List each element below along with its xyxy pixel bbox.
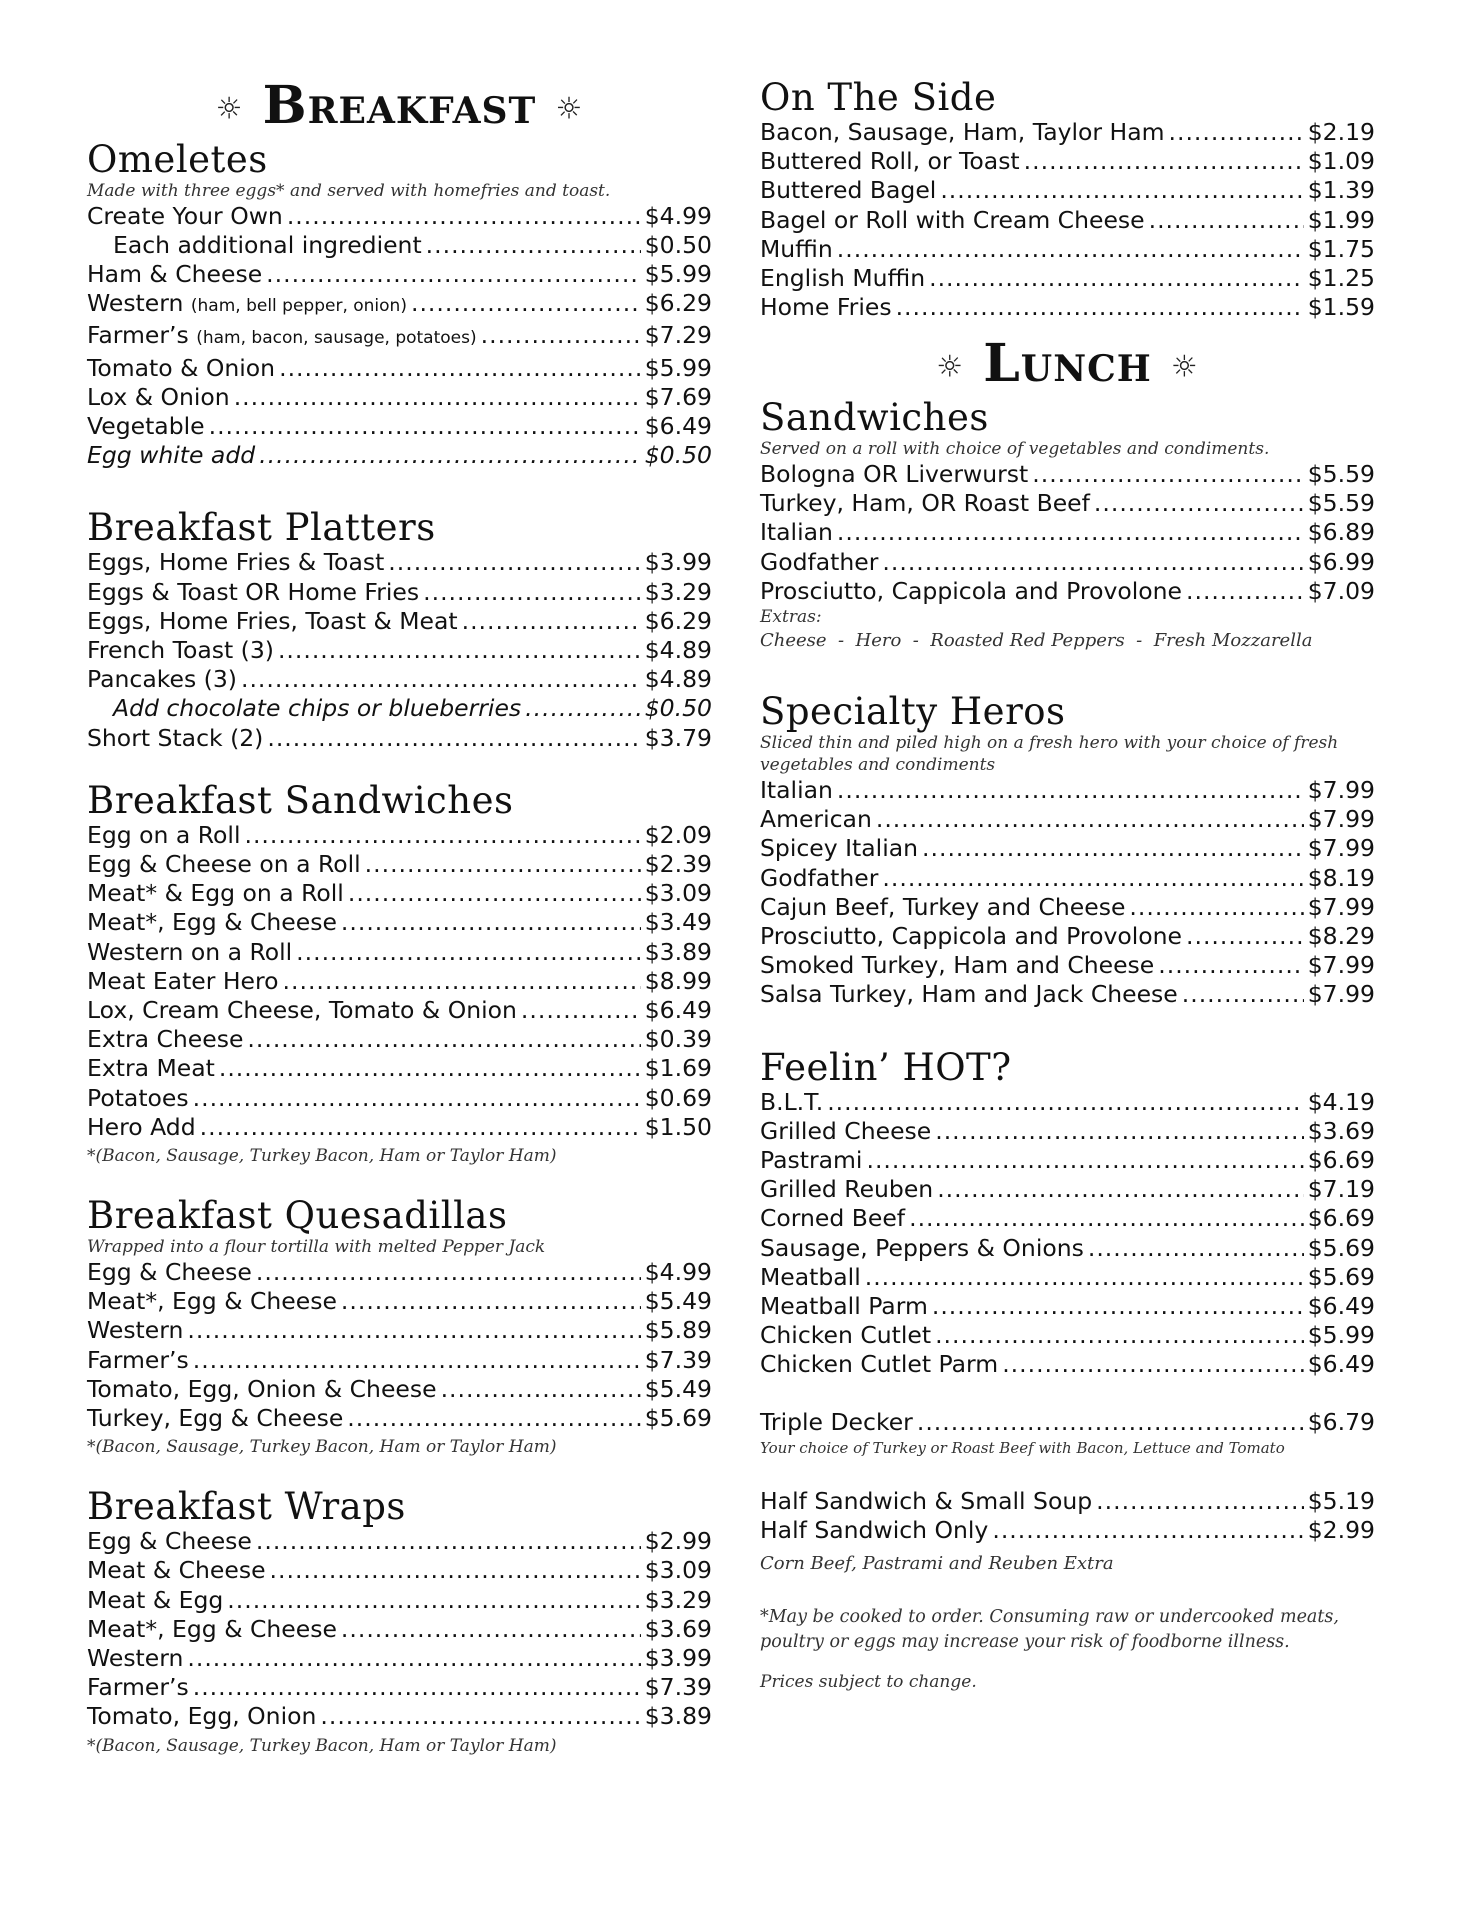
item-price: $1.59 [1307,293,1375,322]
item-price: $6.49 [1307,1291,1375,1320]
section-title: Breakfast Wraps [87,1485,406,1529]
item-price: $7.69 [644,382,712,411]
menu-item [760,147,1375,176]
menu-item [87,1025,712,1054]
side-section [760,78,1375,322]
item-price: $3.69 [1307,1116,1375,1145]
section-title: Specialty Heros [760,689,1066,733]
item-price: $7.29 [644,321,712,350]
item-name: Meat*, Egg & Cheese [87,908,337,937]
item-name: Grilled Cheese [760,1116,932,1145]
item-price: $3.29 [644,577,712,606]
item-price: $6.69 [1307,1145,1375,1174]
item-price: $5.99 [644,353,712,382]
item-name: Salsa Turkey, Ham and Jack Cheese [760,980,1178,1009]
menu-item [87,694,712,723]
triple-decker-section [760,1408,1375,1459]
item-name: Western [87,1644,184,1673]
menu-item [760,235,1375,264]
lunch-heading-text: Lunch [983,333,1152,395]
item-price: $2.99 [644,1527,712,1556]
menu-item [87,1287,712,1316]
half-sandwich-section [760,1487,1375,1577]
item-name: Meat*, Egg & Cheese [87,1287,337,1316]
item-price: $1.50 [644,1112,712,1141]
menu-item [760,1321,1375,1350]
item-name: Eggs & Toast OR Home Fries [87,577,420,606]
section-title: Breakfast Quesadillas [87,1193,508,1237]
item-price: $8.99 [644,966,712,995]
item-name: Half Sandwich Only [760,1516,989,1544]
menu-item [760,1292,1375,1321]
menu-item [760,805,1375,834]
section-title: Feelin’ HOT? [760,1045,1012,1089]
item-price: $6.29 [644,289,712,318]
item-name: B.L.T. [760,1087,824,1116]
item-price: $7.19 [1307,1175,1375,1204]
item-name: Grilled Reuben [760,1175,934,1204]
item-name: Chicken Cutlet [760,1321,932,1350]
item-name: Home Fries [760,293,892,322]
item-name: Western on a Roll [87,937,293,966]
menu-item [760,206,1375,235]
menu-item [760,834,1375,863]
item-name: Egg white add [87,441,256,470]
menu-item [87,1702,712,1731]
menu-item [760,293,1375,322]
item-name: Meat* & Egg on a Roll [87,879,344,908]
extras-label: Extras: [760,606,822,627]
item-price: $8.29 [1307,921,1375,950]
menu-item [87,354,712,383]
item-price: $0.50 [644,230,712,259]
item-price: $4.89 [644,665,712,694]
flourish-right-icon: ☼ [1170,349,1199,385]
item-name: Potatoes [87,1083,189,1112]
flourish-right-icon: ☼ [555,91,584,127]
item-name: Create Your Own [87,201,283,230]
menu-item [87,441,712,470]
item-name: Pastrami [760,1145,863,1174]
menu-item [760,1117,1375,1146]
item-price: $7.99 [1307,834,1375,863]
item-price: $7.99 [1307,951,1375,980]
item-name: Farmer’s [87,321,189,350]
item-price: $5.99 [644,259,712,288]
item-name: Western [87,289,184,318]
item-price: $3.69 [644,1614,712,1643]
item-name: Spicey Italian [760,834,919,863]
section-note: Corn Beef, Pastrami and Reuben Extra [760,1553,1114,1575]
heros-section [760,689,1375,1010]
item-name: Extra Cheese [87,1025,244,1054]
item-price: $5.89 [644,1316,712,1345]
item-name: Lox & Onion [87,382,230,411]
menu-item [760,264,1375,293]
item-price: $7.39 [644,1345,712,1374]
item-price: $3.29 [644,1585,712,1614]
item-name: Bacon, Sausage, Ham, Taylor Ham [760,118,1165,146]
item-name: Add chocolate chips or blueberries [113,694,522,723]
menu-item [760,489,1375,518]
item-price: $5.19 [1307,1486,1375,1515]
menu-item [760,1234,1375,1263]
item-name: Smoked Turkey, Ham and Cheese [760,951,1155,980]
menu-item [760,1350,1375,1379]
section-title: Sandwiches [760,395,989,439]
item-price: $6.49 [644,411,712,440]
item-price: $6.29 [644,606,712,635]
item-name: Meat & Cheese [87,1556,266,1585]
section-title: Breakfast Platters [87,506,436,550]
menu-item [760,1175,1375,1204]
menu-item [87,821,712,850]
item-price: $3.99 [644,1644,712,1673]
menu-item [87,321,712,353]
item-name: Buttered Roll, or Toast [760,147,1020,176]
item-price: $2.99 [1307,1516,1375,1544]
menu-item [760,1146,1375,1175]
menu-item [760,864,1375,893]
item-price: $5.59 [1307,459,1375,488]
menu-item [87,548,712,577]
item-name: Half Sandwich & Small Soup [760,1486,1093,1515]
item-price: $5.49 [644,1287,712,1316]
menu-item [760,1088,1375,1117]
menu-item [87,1404,712,1433]
item-price: $7.99 [1307,805,1375,834]
item-price: $5.99 [1307,1321,1375,1350]
menu-item [87,1084,712,1113]
menu-item [87,607,712,636]
menu-item [87,1316,712,1345]
menu-item [760,518,1375,547]
wraps-section [87,1487,712,1757]
menu-item [760,1487,1375,1516]
lunch-heading [760,333,1375,396]
menu-item [87,289,712,321]
menu-item [87,665,712,694]
breakfast-heading [87,75,712,138]
item-price: $1.75 [1307,234,1375,263]
item-name: Meatball [760,1262,861,1291]
item-price: $7.99 [1307,775,1375,804]
item-price: $5.69 [1307,1262,1375,1291]
item-subtext: (ham, bell pepper, onion) [190,296,407,317]
menu-item [87,202,712,231]
item-price: $5.49 [644,1374,712,1403]
item-name: Meat Eater Hero [87,966,279,995]
item-name: Tomato, Egg, Onion [87,1702,317,1731]
menu-item [87,1527,712,1556]
menu-item [87,908,712,937]
item-price: $7.99 [1307,892,1375,921]
item-price: $4.89 [644,635,712,664]
item-name: Bologna OR Liverwurst [760,459,1029,488]
item-price: $3.09 [644,1556,712,1585]
food-safety-disclaimer: *May be cooked to order. Consuming raw or undercooked meats, poultry or eggs may increase your risk of foodborne illness. [760,1607,1339,1653]
menu-item [760,548,1375,577]
menu-item [87,1054,712,1083]
item-description: Your choice of Turkey or Roast Beef with Bacon, Lettuce and Tomato [760,1438,1285,1457]
menu-item [87,578,712,607]
item-name: Meatball Parm [760,1291,928,1320]
item-price: $8.19 [1307,863,1375,892]
menu-item [760,951,1375,980]
menu-item [87,1586,712,1615]
item-price: $6.49 [1307,1350,1375,1379]
item-name: Lox, Cream Cheese, Tomato & Onion [87,995,517,1024]
item-name: Tomato, Egg, Onion & Cheese [87,1374,437,1403]
item-name: Eggs, Home Fries & Toast [87,548,385,577]
item-price: $7.39 [644,1673,712,1702]
item-name: Hero Add [87,1112,196,1141]
item-price: $0.69 [644,1083,712,1112]
menu-item [87,636,712,665]
item-name: Chicken Cutlet Parm [760,1350,999,1379]
item-price: $1.39 [1307,176,1375,205]
omeletes-section [87,137,712,471]
item-name: Egg & Cheese [87,1527,252,1556]
item-price: $2.19 [1307,118,1375,146]
item-name: Ham & Cheese [87,259,263,288]
menu-item [87,1375,712,1404]
breakfast-sandwiches-section [87,778,712,1168]
item-name: Vegetable [87,411,205,440]
menu-item [760,1263,1375,1292]
section-title: Breakfast Sandwiches [87,778,514,822]
item-price: $6.49 [644,995,712,1024]
section-description: Made with three eggs* and served with homefries and toast. [87,180,611,201]
item-name: Extra Meat [87,1054,215,1083]
menu-item [760,460,1375,489]
item-price: $5.69 [644,1404,712,1432]
item-name: Prosciutto, Cappicola and Provolone [760,921,1182,950]
item-price: $2.09 [644,820,712,849]
flourish-left-icon: ☼ [215,91,244,127]
section-title: On The Side [760,76,997,119]
item-name: Western [87,1316,184,1345]
item-name: Egg on a Roll [87,820,241,849]
item-price: $6.89 [1307,518,1375,547]
section-note: *(Bacon, Sausage, Turkey Bacon, Ham or Taylor Ham) [87,1437,557,1458]
item-name: Godfather [760,547,879,576]
item-name: Each additional ingredient [113,230,422,259]
item-name: Egg & Cheese on a Roll [87,849,361,878]
item-name: Bagel or Roll with Cream Cheese [760,205,1145,234]
menu-item [87,1258,712,1287]
section-note: *(Bacon, Sausage, Turkey Bacon, Ham or Taylor Ham) [87,1145,557,1166]
section-description: Wrapped into a flour tortilla with melted Pepper Jack [87,1236,546,1257]
item-price: $3.99 [644,548,712,577]
item-name: Eggs, Home Fries, Toast & Meat [87,606,458,635]
item-price: $0.50 [644,694,712,723]
menu-item [760,776,1375,805]
item-name: Prosciutto, Cappicola and Provolone [760,576,1182,605]
item-price: $2.39 [644,849,712,878]
item-price: $6.99 [1307,547,1375,576]
item-price: $1.99 [1307,205,1375,234]
menu-item [760,176,1375,205]
item-name: Triple Decker [760,1407,913,1436]
menu-item [87,383,712,412]
item-name: Italian [760,775,833,804]
item-name: Cajun Beef, Turkey and Cheese [760,892,1126,921]
item-price: $5.69 [1307,1233,1375,1262]
menu-item [87,938,712,967]
menu-item [87,1113,712,1142]
menu-item [87,879,712,908]
item-price: $7.09 [1307,576,1375,605]
menu-item [87,1556,712,1585]
item-name: Turkey, Ham, OR Roast Beef [760,489,1090,518]
menu-item [87,1346,712,1375]
item-price: $3.09 [644,879,712,908]
flourish-left-icon: ☼ [936,349,965,385]
breakfast-heading-text: Breakfast [262,75,537,136]
item-name: American [760,805,872,834]
item-price: $4.99 [644,1257,712,1286]
menu-item [87,231,712,260]
menu-item [87,1644,712,1673]
item-price: $5.59 [1307,489,1375,518]
item-price: $3.79 [644,723,712,752]
item-price: $7.99 [1307,980,1375,1009]
item-name: Egg & Cheese [87,1257,252,1286]
item-name: Farmer’s [87,1673,189,1702]
item-price: $0.39 [644,1025,712,1054]
menu-item [760,1516,1375,1545]
prices-note: Prices subject to change. [760,1672,977,1693]
lunch-sandwiches-section [760,395,1375,654]
item-name: Italian [760,518,833,547]
item-name: Sausage, Peppers & Onions [760,1233,1084,1262]
item-price: $3.89 [644,937,712,966]
item-name: Muffin [760,234,833,263]
menu-item [87,412,712,441]
menu-item [87,850,712,879]
menu-item [87,260,712,289]
section-title: Omeletes [87,137,268,181]
menu-item [760,577,1375,606]
item-name: Meat & Egg [87,1585,224,1614]
menu-item [760,980,1375,1009]
menu-item [87,1615,712,1644]
item-name: English Muffin [760,264,926,293]
item-price: $0.50 [644,441,712,470]
platters-section [87,508,712,752]
item-subtext: (ham, bacon, sausage, potatoes) [196,328,477,349]
right-column [760,78,1375,1695]
item-price: $3.49 [644,908,712,937]
menu-item [87,1673,712,1702]
menu-item [760,893,1375,922]
item-price: $1.69 [644,1054,712,1083]
item-name: French Toast (3) [87,635,274,664]
menu-item [760,1408,1375,1437]
item-name: Corned Beef [760,1204,906,1233]
menu-item [760,1204,1375,1233]
item-price: $1.25 [1307,264,1375,293]
hot-section [760,1045,1375,1380]
item-name: Pancakes (3) [87,665,237,694]
item-name: Turkey, Egg & Cheese [87,1404,344,1432]
extras-list: Cheese - Hero - Roasted Red Peppers - Fresh Mozzarella [760,629,1313,651]
menu-item [760,118,1375,147]
left-column [87,75,712,1758]
item-name: Meat*, Egg & Cheese [87,1614,337,1643]
item-price: $4.19 [1307,1087,1375,1116]
menu-item [87,724,712,753]
quesadillas-section [87,1193,712,1459]
item-price: $3.89 [644,1702,712,1731]
item-name: Buttered Bagel [760,176,937,205]
item-price: $6.69 [1307,1204,1375,1233]
section-note: *(Bacon, Sausage, Turkey Bacon, Ham or Taylor Ham) [87,1735,557,1756]
item-price: $4.99 [644,201,712,230]
item-price: $1.09 [1307,147,1375,176]
item-price: $6.79 [1307,1407,1375,1436]
section-description: Served on a roll with choice of vegetables and condiments. [760,438,1270,459]
item-name: Short Stack (2) [87,723,264,752]
menu-item [760,922,1375,951]
item-name: Tomato & Onion [87,353,276,382]
menu-item [87,967,712,996]
section-description: Sliced thin and piled high on a fresh hero with your choice of fresh vegetables and condiments [760,732,1339,775]
menu-item [87,996,712,1025]
item-name: Farmer’s [87,1345,189,1374]
item-name: Godfather [760,863,879,892]
